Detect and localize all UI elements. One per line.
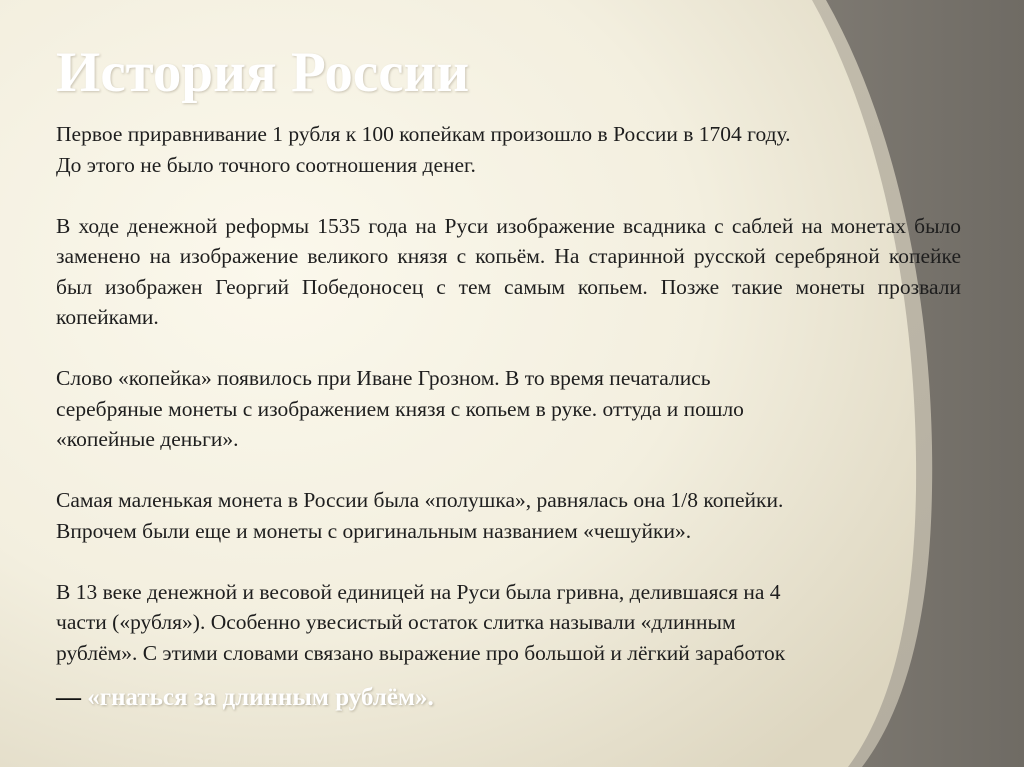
paragraph-2: В ходе денежной реформы 1535 года на Руси изображение всадника с саблей на монетах было заменено на изображение великого князя с копьём. На старинной русской серебряной копейке был изображен Георгий Победоносец с тем самым копьем. Позже такие монеты прозвали копейками. (56, 213, 961, 329)
paragraph-5-line-3: рублём». С этими словами связано выражение про большой и лёгкий заработок (56, 640, 786, 665)
slide-title: История России (56, 41, 470, 104)
paragraph-3-line-2: серебряные монеты с изображением князя с копьем в руке. оттуда и пошло (56, 396, 744, 421)
closing-phrase: «гнаться за длинным рублём». (87, 684, 434, 711)
paragraph-4-line-2: Впрочем были еще и монеты с оригинальным названием «чешуйки». (56, 518, 692, 543)
paragraph-5-line-2: части («рубля»). Особенно увесистый остаток слитка называли «длинным (56, 610, 736, 634)
closing-line (56, 683, 434, 713)
paragraph-1-line-2: До этого не было точного соотношения денег. (56, 152, 476, 177)
paragraph-3-line-3: «копейные деньги». (56, 427, 239, 451)
paragraph-1-line-1: Первое приравнивание 1 рубля к 100 копейкам произошло в России в 1704 году. (56, 122, 791, 146)
slide-body (56, 119, 961, 668)
paragraph-3-line-1: Слово «копейка» появилось при Иване Грозном. В то время печатались (56, 366, 711, 390)
paragraph-5-line-1: В 13 веке денежной и весовой единицей на Руси была гривна, делившаяся на 4 (56, 579, 781, 604)
paragraph-4-line-1: Самая маленькая монета в России была «полушка», равнялась она 1/8 копейки. (56, 488, 784, 512)
closing-dash: — (56, 684, 81, 711)
